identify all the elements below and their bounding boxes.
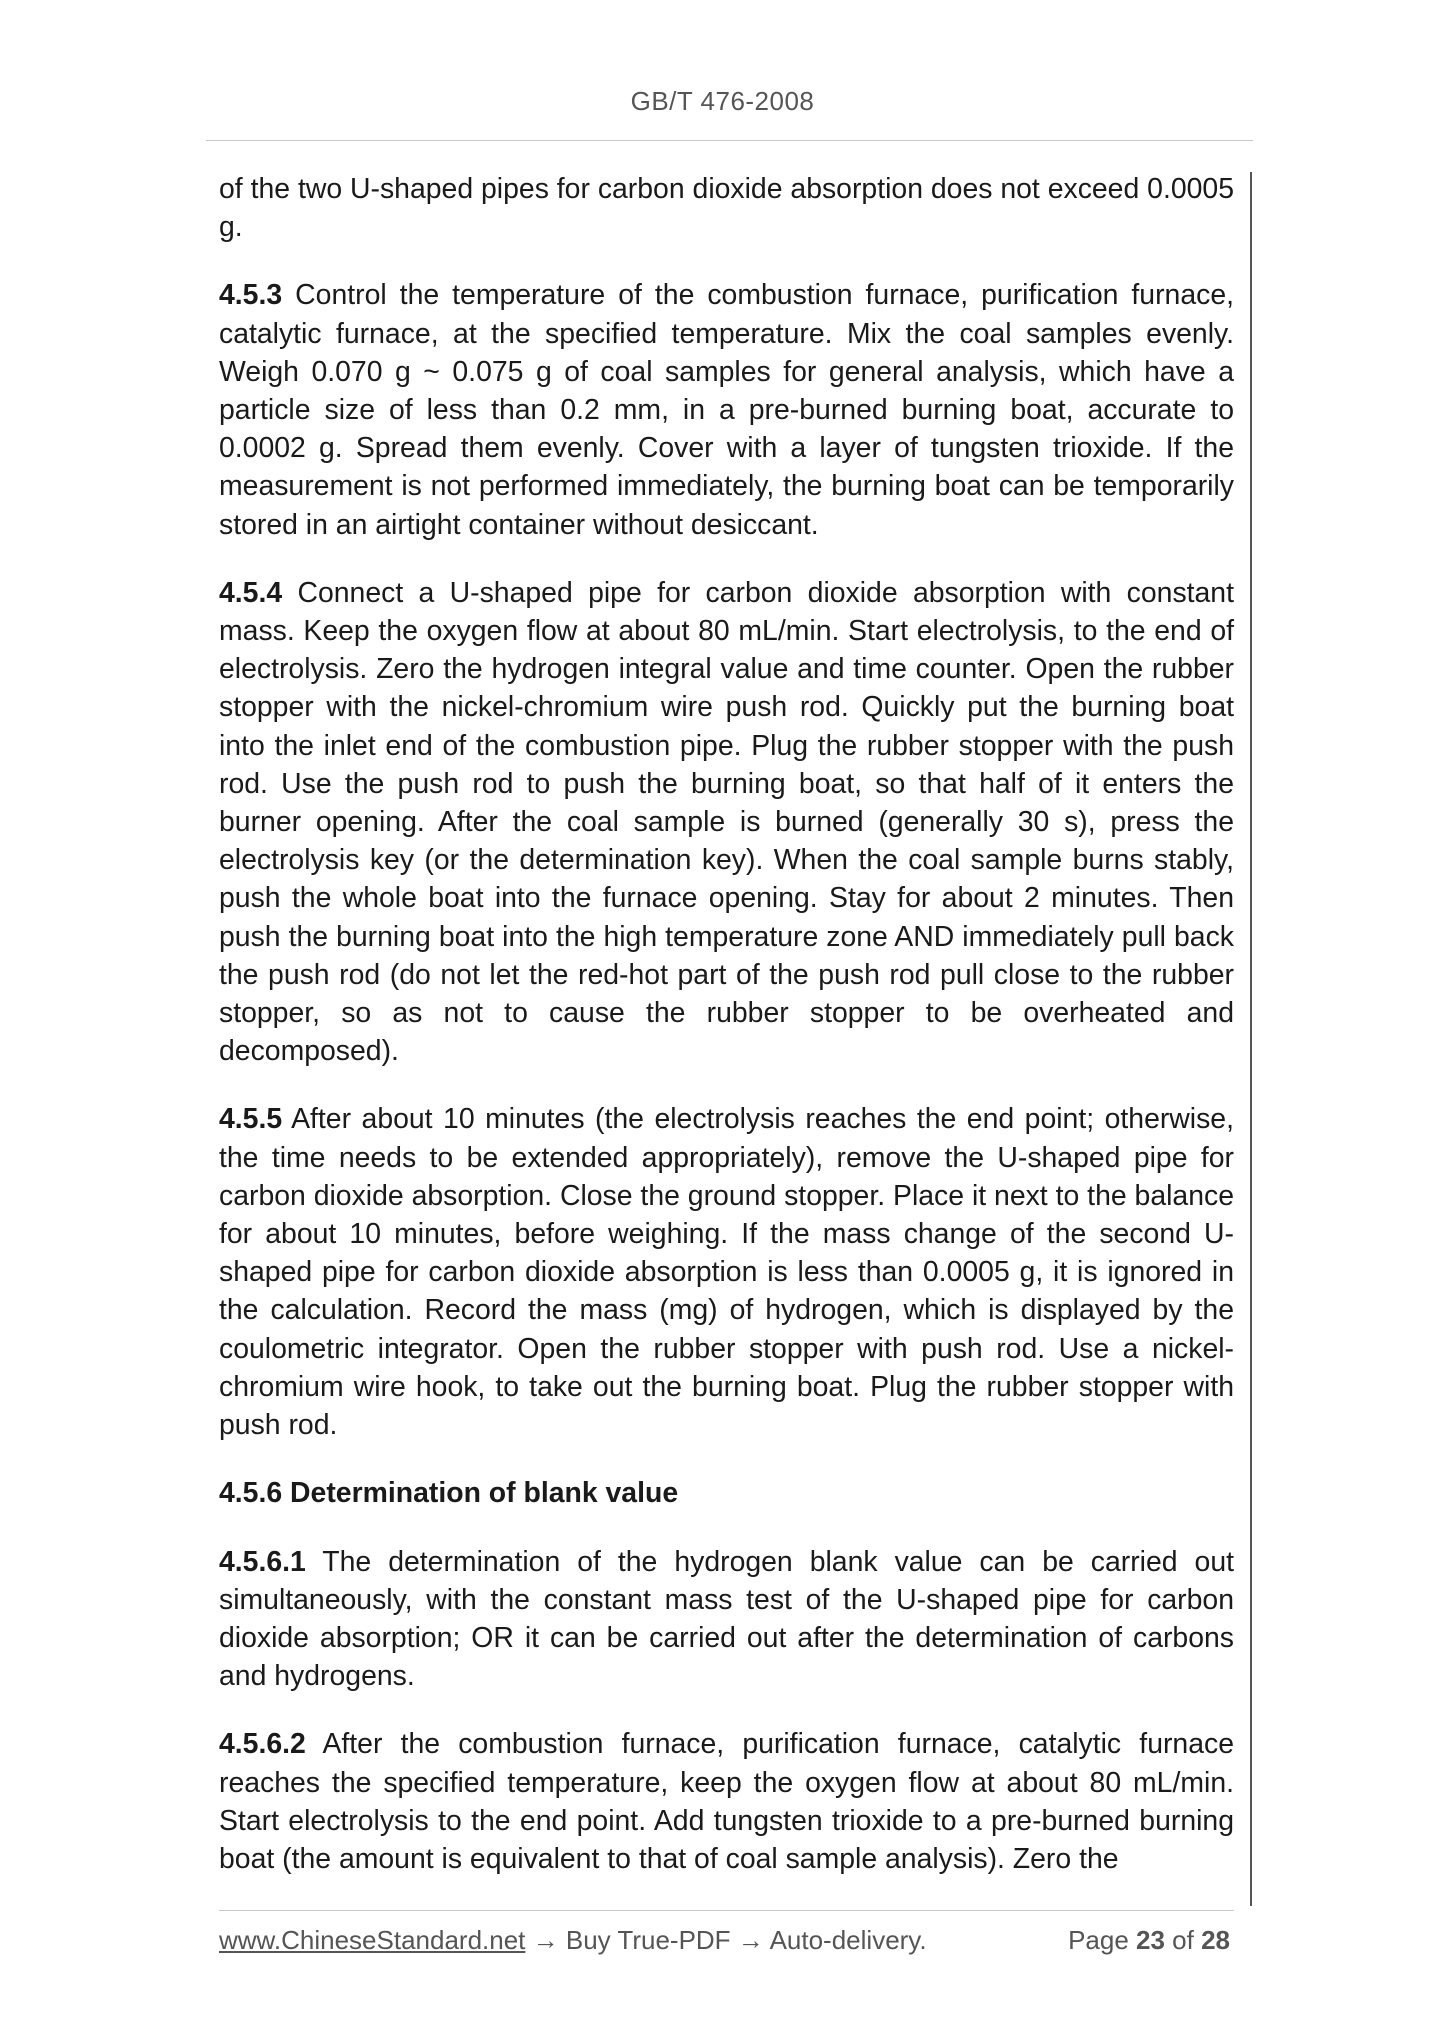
clause-number: 4.5.3 — [219, 279, 283, 312]
paragraph-text: After the combustion furnace, purification furnace, catalytic furnace reaches the specified temperature, keep the oxygen flow at about 80 mL/min. Start electrolysis to the end point. Add tungsten trioxide to a pre-burned burning boat (the amount is equivalent to that of coal sample analysis). Zero the — [219, 1728, 1234, 1875]
website-link[interactable]: www.ChineseStandard.net — [219, 1925, 526, 1955]
paragraph-text: The determination of the hydrogen blank value can be carried out simultaneously, with the constant mass test of the U-shaped pipe for carbon dioxide absorption; OR it can be carried out after the determination of carbons and hydrogens. — [219, 1545, 1234, 1693]
document-body — [219, 170, 1234, 1908]
paragraph-4-5-4 — [219, 574, 1234, 1071]
clause-number: 4.5.6.2 — [219, 1728, 306, 1761]
clause-number: 4.5.6.1 — [219, 1545, 306, 1578]
paragraph-4-5-5 — [219, 1100, 1234, 1444]
page-label: Page — [1068, 1925, 1137, 1955]
paragraph-text: of the two U-shaped pipes for carbon dioxide absorption does not exceed 0.0005 g. — [219, 173, 1234, 244]
change-bar — [1250, 172, 1252, 1906]
clause-number: 4.5.4 — [219, 576, 283, 609]
footer-tagline: → Buy True-PDF → Auto-delivery. — [525, 1925, 927, 1955]
page-footer — [219, 1925, 1234, 1956]
section-heading-4-5-6: 4.5.6 Determination of blank value — [219, 1477, 679, 1510]
clause-number: 4.5.5 — [219, 1103, 283, 1136]
page-number: 23 — [1136, 1925, 1165, 1955]
of-label: of — [1164, 1925, 1202, 1955]
paragraph-4-5-6-2 — [219, 1725, 1234, 1878]
header-divider — [206, 140, 1253, 141]
paragraph-text: After about 10 minutes (the electrolysis reaches the end point; otherwise, the time needs to be extended appropriately), remove the U-shaped pipe for carbon dioxide absorption. Close the ground stopper. Place it next to the balance for about 10 minutes, before weighing. If the mass change of the second U-shaped pipe for carbon dioxide absorption is less than 0.0005 g, it is ignored in the calculation. Record the mass (mg) of hydrogen, which is displayed by the coulometric integrator. Open the rubber stopper with push rod. Use a nickel-chromium wire hook, to take out the burning boat. Plug the rubber stopper with push rod. — [219, 1103, 1234, 1442]
paragraph-text: Connect a U-shaped pipe for carbon dioxide absorption with constant mass. Keep the oxygen flow at about 80 mL/min. Start electrolysis, to the end of electrolysis. Zero the hydrogen integral value and time counter. Open the rubber stopper with the nickel-chromium wire push rod. Quickly put the burning boat into the inlet end of the combustion pipe. Plug the rubber stopper with the push rod. Use the push rod to push the burning boat, so that half of it enters the burner opening. After the coal sample is burned (generally 30 s), press the electrolysis key (or the determination key). When the coal sample burns stably, push the whole boat into the furnace opening. Stay for about 2 minutes. Then push the burning boat into the high temperature zone AND immediately pull back the push rod (do not let the red-hot part of the push rod pull close to the rubber stopper, so as not to cause the rubber stopper to be overheated and decomposed). — [219, 576, 1234, 1068]
footer-divider — [219, 1910, 1234, 1911]
paragraph-text: Control the temperature of the combustion furnace, purification furnace, catalytic furnace, at the specified temperature. Mix the coal samples evenly. Weigh 0.070 g ~ 0.075 g of coal samples for general analysis, which have a particle size of less than 0.2 mm, in a pre-burned burning boat, accurate to 0.0002 g. Spread them evenly. Cover with a layer of tungsten trioxide. If the measurement is not performed immediately, the burning boat can be temporarily stored in an airtight container without desiccant. — [219, 279, 1234, 541]
paragraph-4-5-6-1 — [219, 1543, 1234, 1696]
total-pages: 28 — [1201, 1925, 1230, 1955]
page-header: GB/T 476-2008 — [630, 86, 815, 116]
paragraph-continuation — [219, 170, 1234, 246]
page-indicator — [1068, 1925, 1230, 1956]
paragraph-4-5-3 — [219, 276, 1234, 543]
